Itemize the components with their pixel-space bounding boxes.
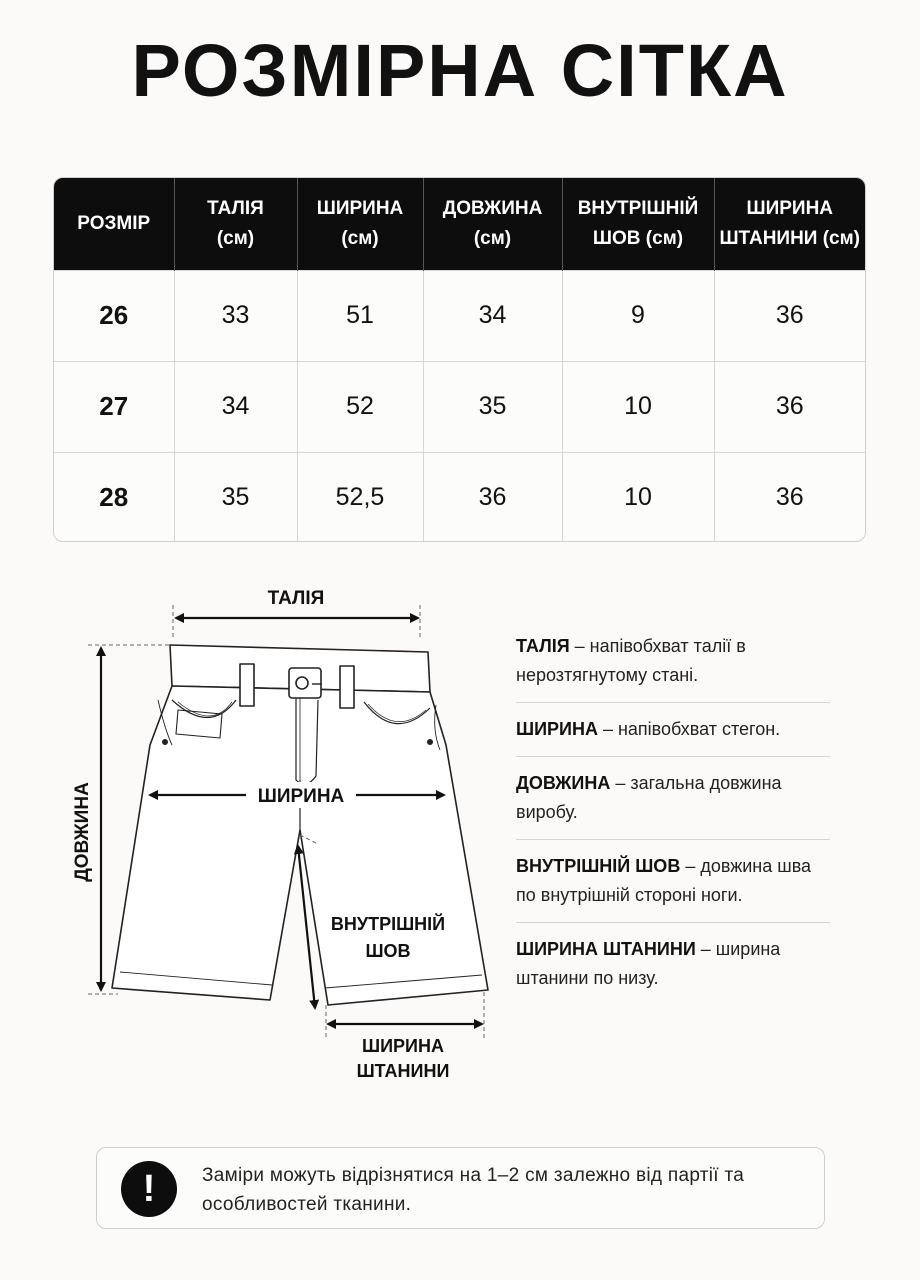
desc-inseam: ВНУТРІШНІЙ ШОВ – довжина шва по внутрішній стороні ноги.: [516, 840, 830, 923]
header-waist: ТАЛІЯ (см): [174, 178, 297, 270]
page-title: РОЗМІРНА СІТКА: [131, 29, 789, 112]
cell-leg-width: 36: [714, 361, 865, 452]
cell-size: 28: [54, 452, 174, 542]
desc-length: ДОВЖИНА – загальна довжина виробу.: [516, 757, 830, 840]
table-row: [54, 361, 865, 452]
cell-length: 34: [423, 270, 562, 361]
cell-leg-width: 36: [714, 452, 865, 542]
table-row: [54, 270, 865, 361]
inseam-label-line2: ШОВ: [365, 941, 411, 961]
leg-width-label-line1: ШИРИНА: [362, 1036, 444, 1056]
table-header-row: [54, 178, 865, 270]
measurement-descriptions: [516, 620, 830, 1005]
desc-width: ШИРИНА – напівобхват стегон.: [516, 703, 830, 757]
waist-label: ТАЛІЯ: [267, 588, 325, 609]
cell-width: 52: [297, 361, 423, 452]
width-label: ШИРИНА: [257, 786, 345, 807]
cell-waist: 33: [174, 270, 297, 361]
cell-length: 36: [423, 452, 562, 542]
cell-inseam: 9: [562, 270, 714, 361]
cell-inseam: 10: [562, 361, 714, 452]
table-row: [54, 452, 865, 542]
exclamation-icon: !: [121, 1161, 177, 1217]
header-inseam: ВНУТРІШНІЙ ШОВ (см): [562, 178, 714, 270]
note-box: [96, 1147, 825, 1229]
cell-waist: 34: [174, 361, 297, 452]
inseam-label-line1: ВНУТРІШНІЙ: [330, 914, 446, 934]
header-width: ШИРИНА (см): [297, 178, 423, 270]
desc-leg-width: ШИРИНА ШТАНИНИ – ширина штанини по низу.: [516, 939, 781, 988]
header-length: ДОВЖИНА (см): [423, 178, 562, 270]
shorts-diagram: [60, 580, 520, 1100]
cell-leg-width: 36: [714, 270, 865, 361]
note-text: Заміри можуть відрізнятися на 1–2 см залежно від партії та особливостей тканини.: [202, 1165, 745, 1215]
desc-waist: ТАЛІЯ – напівобхват талії в нерозтягнутому стані.: [516, 620, 830, 703]
cell-width: 51: [297, 270, 423, 361]
cell-length: 35: [423, 361, 562, 452]
cell-inseam: 10: [562, 452, 714, 542]
cell-size: 26: [54, 270, 174, 361]
leg-width-label-line2: ШТАНИНИ: [356, 1061, 450, 1081]
header-leg-width: ШИРИНА ШТАНИНИ (см): [714, 178, 865, 270]
cell-waist: 35: [174, 452, 297, 542]
cell-size: 27: [54, 361, 174, 452]
cell-width: 52,5: [297, 452, 423, 542]
shorts-illustration: [112, 645, 488, 1005]
header-size: РОЗМІР: [54, 178, 174, 270]
size-table: [53, 177, 866, 542]
length-label: ДОВЖИНА: [72, 782, 93, 882]
